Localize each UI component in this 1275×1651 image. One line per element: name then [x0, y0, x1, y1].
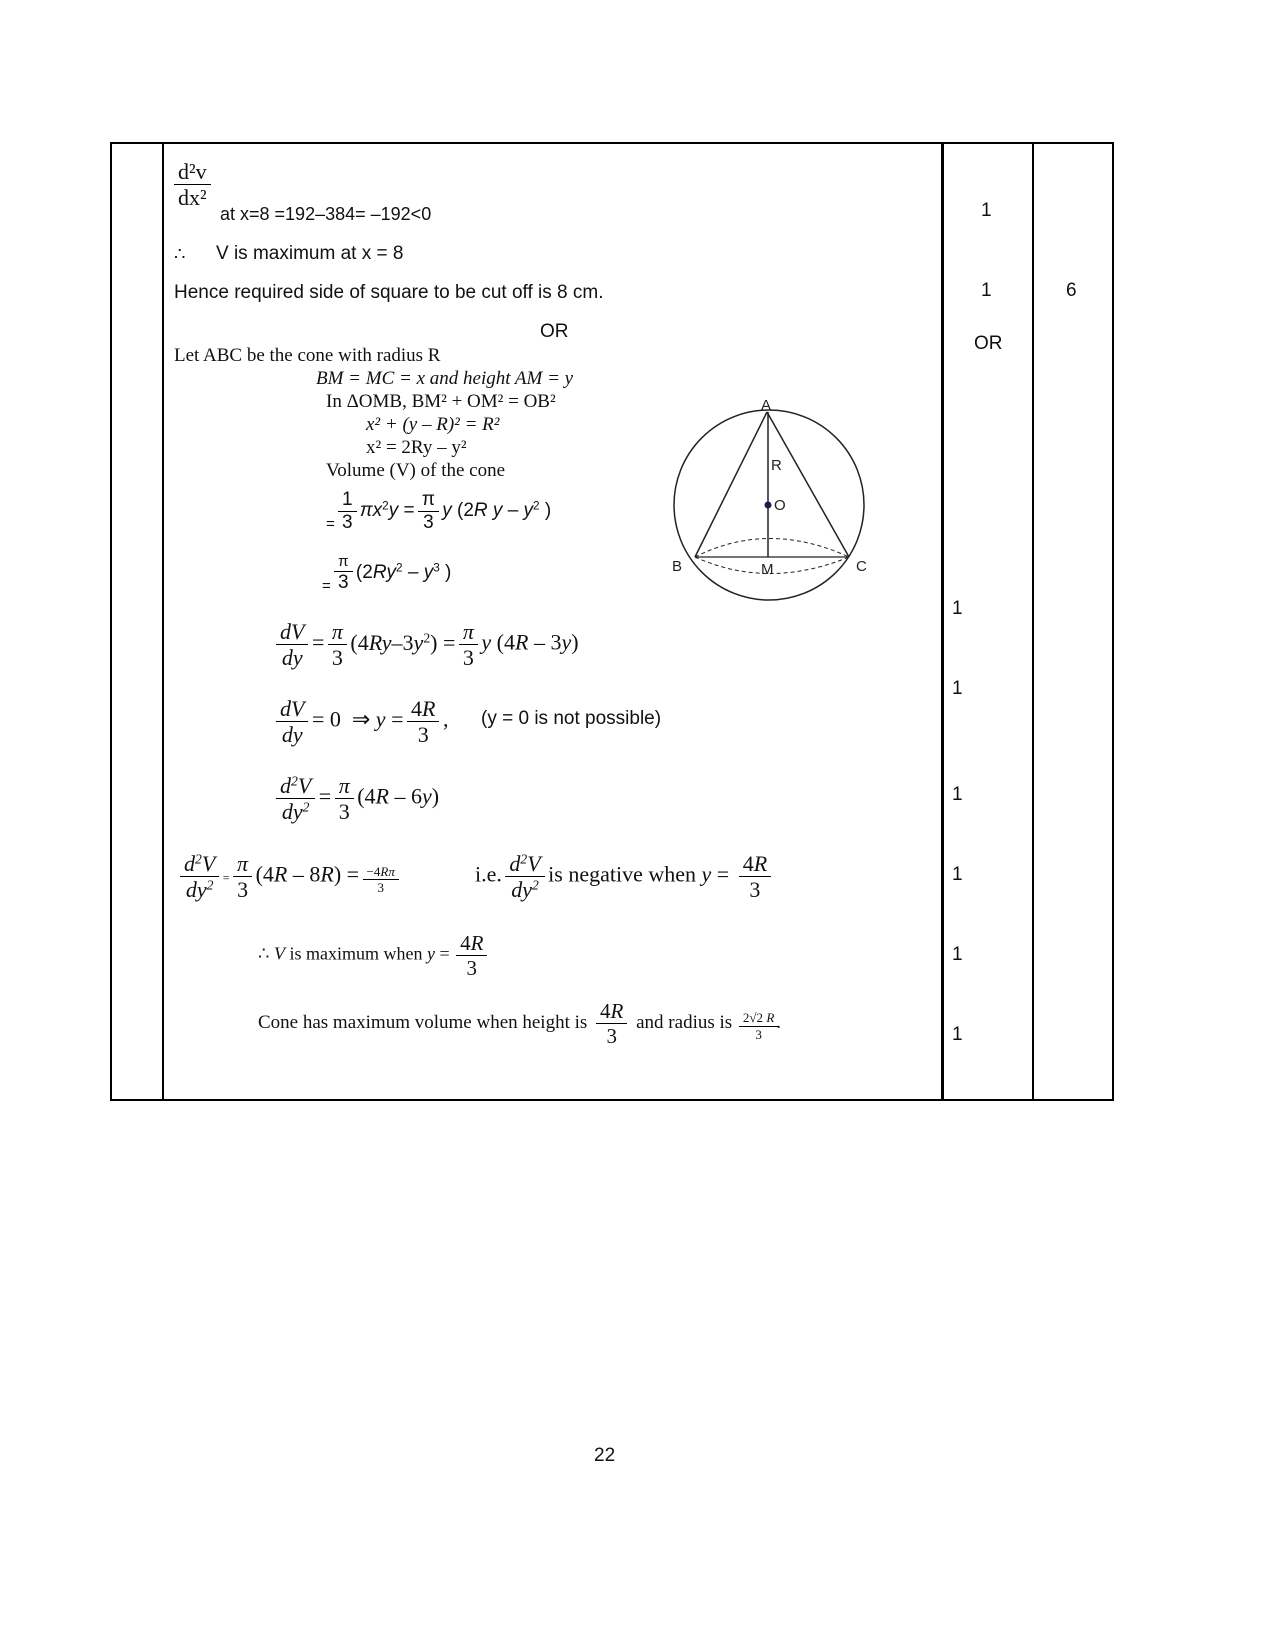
table-right-border: [1112, 142, 1114, 1100]
first-derivative-equation: $\frac{dV}{dy}$ = $\frac{\pi}{3}$ $(4Ry-3y^2)$ = $\frac{\pi}{3}$ y (4R – 3y): [278, 620, 579, 669]
mark-cell: 1: [952, 1024, 963, 1045]
fraction-numerator: d²v: [178, 159, 207, 184]
mark-cell: 1: [981, 200, 992, 221]
table-col-divider-2: [941, 142, 944, 1100]
mark-cell: 1: [952, 678, 963, 699]
equation-line-2: x² = 2Ry – y²: [366, 437, 467, 458]
or-mark-cell: OR: [974, 333, 1003, 354]
label-b: B: [672, 558, 683, 575]
mark-cell: 1: [952, 784, 963, 805]
second-derivative-value: at x=8 =192–384= –192<0: [220, 204, 432, 224]
cone-side-ac: [767, 412, 849, 557]
cone-definitions: BM = MC = x and height AM = y: [316, 368, 574, 389]
volume-heading: Volume (V) of the cone: [326, 460, 506, 481]
second-derivative-fraction: [176, 160, 209, 209]
table-bottom-border: [110, 1099, 1114, 1101]
label-a: A: [761, 397, 772, 414]
label-r: R: [771, 457, 782, 474]
second-derivative-evaluated: $\frac{d^2V}{dy^2}$ = $\frac{\pi}{3}$ (4R – 8R) = $\frac{-4R\pi}{3}$: [182, 852, 397, 901]
table-left-border: [110, 142, 112, 1100]
final-answer: Cone has maximum volume when height is $\frac{4R}{3}$ and radius is $\frac{2√2 R}{3}$ .: [258, 999, 782, 1049]
critical-point-note: (y = 0 is not possible): [481, 708, 662, 729]
pythagoras-statement: In ΔOMB, BM² + OM² = OB²: [326, 391, 556, 412]
equation-line-1: x² + (y – R)² = R²: [366, 414, 500, 435]
mark-cell: 1: [952, 864, 963, 885]
fraction-denominator: dx²: [174, 184, 211, 209]
page-number: 22: [594, 1445, 616, 1466]
center-point-o: [765, 502, 772, 509]
formula-text: [0, 0, 1, 1]
total-mark-cell: 6: [1066, 280, 1077, 301]
label-c: C: [856, 558, 867, 575]
table-col-divider-1: [162, 142, 164, 1100]
cone-in-sphere-figure: [660, 390, 880, 610]
volume-formula: $_=$ $\frac{1}{3}$ $\pi x^2y$ = $\frac{\pi}{3}$ y (2R y – $y^2$ ): [326, 489, 552, 533]
mark-cell: 1: [981, 280, 992, 301]
mark-cell: 1: [952, 598, 963, 619]
or-heading: OR: [540, 321, 569, 342]
conclusion-statement: Hence required side of square to be cut off is 8 cm.: [174, 282, 604, 303]
label-m: M: [761, 561, 774, 578]
negativity-statement: i.e. $\frac{d^2V}{dy^2}$ is negative when y = $\frac{4R}{3}$: [475, 852, 769, 901]
base-ellipse-top: [695, 539, 849, 558]
critical-point-equation: $\frac{dV}{dy}$ = 0 ⇒ y = $\frac{4R}{3}$ ,: [278, 697, 448, 746]
volume-formula-simplified: $_=$ $\frac{\pi}{3}$ ($2Ry^2 - y^3$ ): [322, 553, 452, 595]
therefore-symbol: ∴: [174, 244, 186, 264]
cone-intro: Let ABC be the cone with radius R: [174, 345, 441, 366]
second-derivative-equation: $\frac{d^2V}{dy^2}$ = $\frac{\pi}{3}$ (4R – 6y): [278, 774, 439, 823]
mark-cell: 1: [952, 944, 963, 965]
maximum-volume-condition: ∴ V is maximum when y = $\frac{4R}{3}$: [258, 932, 485, 979]
table-col-divider-3: [1032, 142, 1034, 1100]
label-o: O: [774, 497, 786, 514]
maximum-statement: V is maximum at x = 8: [216, 243, 404, 264]
table-top-border: [110, 142, 1114, 144]
